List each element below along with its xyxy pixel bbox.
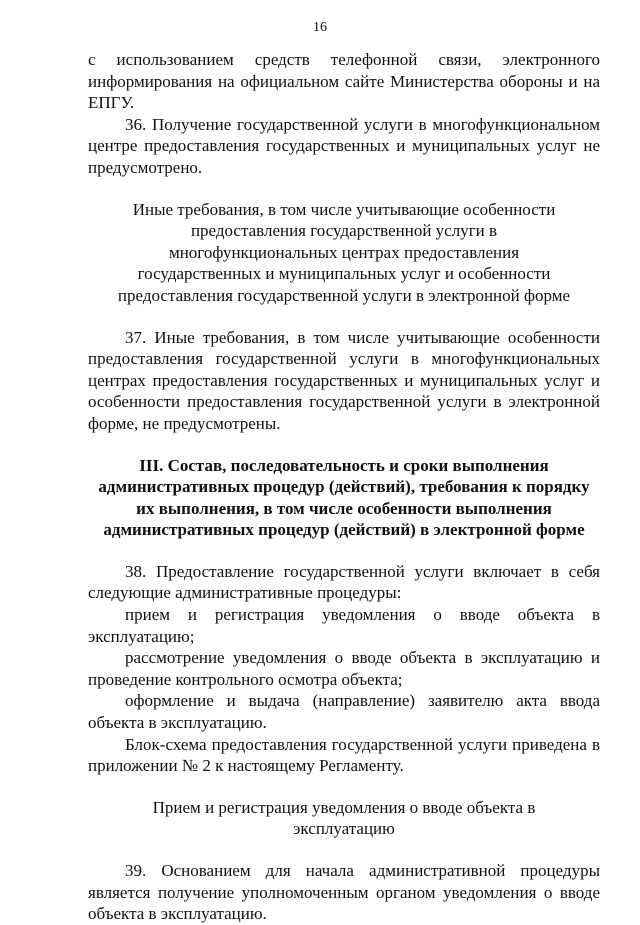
paragraph-38: 38. Предоставление государственной услуги включает в себя следующие административные процедуры: [88,561,600,603]
paragraph-38-item-1: прием и регистрация уведомления о вводе объекта в эксплуатацию; [88,605,600,646]
paragraph-38-item-3: оформление и выдача (направление) заявителю акта ввода объекта в эксплуатацию. [88,691,600,733]
paragraph-38-item-2: рассмотрение уведомления о вводе объекта в эксплуатацию и проведение контрольного осмотра объекта; [88,648,600,689]
paragraph-37: 37. Иные требования, в том числе учитывающие особенности предоставления государственной услуги в многофункциональных центрах предоставления государственных и муниципальных услуг и особенности предоставления государственной услуги в электронной форме, не предусмотрены. [88,327,600,433]
heading-section-3: III. Состав, последовательность и сроки выполнения административных процедур (действий), требования к порядку их выполнения, в том числе особенности выполнения административных процедур (действий) в электронной форме [98,455,590,540]
document-body [88,49,600,925]
paragraph-38-scheme: Блок-схема предоставления государственной услуги приведена в приложении № 2 к настоящему Регламенту. [88,734,600,776]
paragraph-continuation: с использованием средств телефонной связи, электронного информирования на официальном сайте Министерства обороны и на ЕПГУ. [88,50,600,113]
paragraph-39: 39. Основанием для начала административной процедуры является получение уполномоченным органом уведомления о вводе объекта в эксплуатацию. [88,861,600,924]
heading-other-requirements: Иные требования, в том числе учитывающие особенности предоставления государственной услуги в многофункциональных центрах предоставления государственных и муниципальных услуг и особенности предоставления государственной услуги в электронной форме [117,199,571,305]
page-number: 16 [313,20,327,35]
paragraph-36: 36. Получение государственной услуги в многофункциональном центре предоставления государственных и муниципальных услуг не предусмотрено. [88,114,600,177]
heading-reception-registration: Прием и регистрация уведомления о вводе объекта в эксплуатацию [152,797,536,839]
